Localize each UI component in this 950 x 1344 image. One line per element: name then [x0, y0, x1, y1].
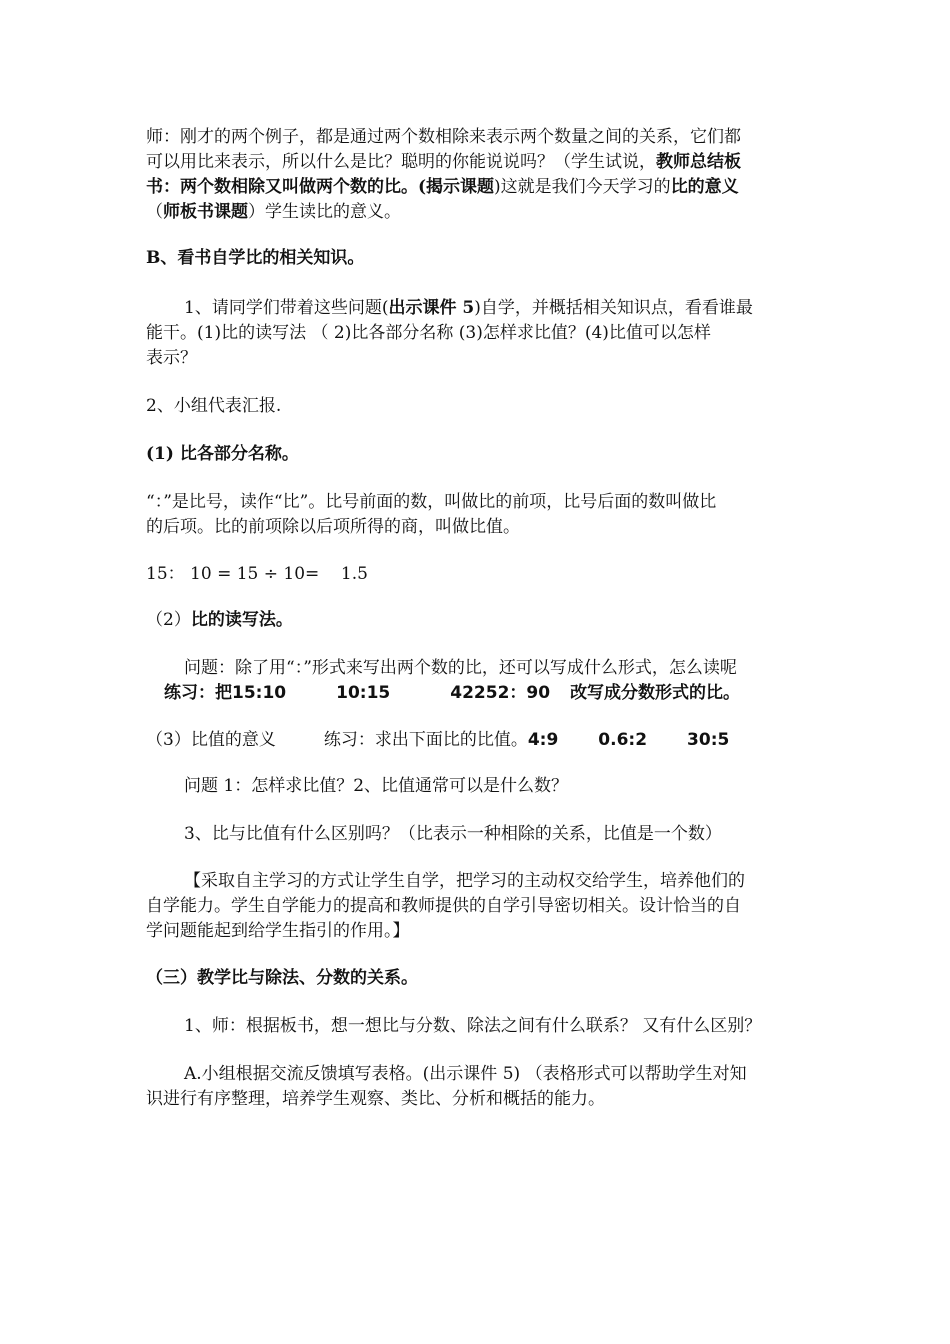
para1-line3	[146, 175, 739, 199]
para1-definition-bold: 书：两个数相除又叫做两个数的比	[146, 177, 401, 197]
para1-paren-l: （	[146, 202, 163, 222]
sub2-heading	[146, 608, 293, 632]
sub3-value2: 0.6:2	[598, 730, 648, 750]
colon-para-line1: “：”是比号，读作“比”。比号前面的数，叫做比的前项，比号后面的数叫做比	[146, 492, 717, 512]
sub1-heading: (1) 比各部分名称。	[146, 444, 299, 464]
teacher-line: 1、师：根据板书，想一想比与分数、除法之间有什么联系？ 又有什么区别？	[184, 1016, 762, 1036]
question2-line: 问题 1：怎样求比值？2、比值通常可以是什么数？	[184, 776, 569, 796]
section3-heading: （三）教学比与除法、分数的关系。	[146, 968, 418, 988]
item1-text-a: 1、请同学们带着这些问题(	[184, 298, 389, 318]
sub3-label: （3）比值的意义	[146, 730, 276, 750]
equation-line: 15： 10 = 15 ÷ 10= 1.5	[146, 564, 368, 584]
item1-line3: 表示？	[146, 348, 197, 368]
para1-board-title: 师板书课题	[163, 202, 248, 222]
itemA-line1: A.小组根据交流反馈填写表格。(出示课件 5) （表格形式可以帮助学生对知	[184, 1064, 747, 1084]
sub3-value1: 4:9	[527, 730, 559, 750]
sub2-title: 比的读写法。	[190, 610, 293, 630]
practice1-line	[164, 681, 740, 705]
itemA-line2: 识进行有序整理，培养学生观察、类比、分析和概括的能力。	[146, 1089, 605, 1109]
item1-line2: 能干。(1)比的读写法 （ 2)比各部分名称 (3)怎样求比值？(4)比值可以怎样	[146, 323, 711, 343]
item2-line: 2、小组代表汇报.	[146, 396, 282, 416]
para1-reveal-title: 揭示课题	[426, 177, 495, 197]
para1-line2	[146, 150, 741, 174]
section-b-heading: B、看书自学比的相关知识。	[146, 248, 365, 268]
para1-paren-open: 。(	[401, 177, 427, 197]
para1-line4-text: ）学生读比的意义。	[248, 202, 401, 222]
practice1-value3: 42252：90	[450, 683, 551, 703]
practice1-tail: 改写成分数形式的比。	[570, 683, 741, 703]
item1-text-c: )自学，并概括相关知识点，看看谁最	[474, 298, 753, 318]
bracket-line3: 学问题能起到给学生指引的作用。】	[146, 921, 410, 941]
bracket-line2: 自学能力。学生自学能力的提高和教师提供的自学引导密切相关。设计恰当的自	[146, 896, 741, 916]
item1-line1	[184, 296, 753, 320]
para1-topic-bold: 比的意义	[670, 177, 739, 197]
item3-line: 3、比与比值有什么区别吗？（比表示一种相除的关系，比值是一个数）	[184, 824, 722, 844]
para1-line2-text: 可以用比来表示，所以什么是比？聪明的你能说说吗？（学生试说，	[146, 152, 656, 172]
sub3-practice: 练习：求出下面比的比值。	[323, 730, 528, 750]
para1-line3-text: )这就是我们今天学习的	[494, 177, 671, 197]
para1-line4	[146, 200, 401, 224]
para1-line1: 师：刚才的两个例子，都是通过两个数相除来表示两个数量之间的关系，它们都	[146, 127, 741, 147]
sub2-number: （2）	[146, 610, 191, 630]
practice1-value1: 15:10	[232, 683, 287, 703]
para1-line2-bold: 教师总结板	[656, 152, 741, 172]
bracket-line1: 【采取自主学习的方式让学生自学，把学习的主动权交给学生，培养他们的	[184, 871, 745, 891]
sub3-line	[146, 728, 729, 752]
question-read-line: 问题：除了用“：”形式来写出两个数的比，还可以写成什么形式，怎么读呢	[184, 658, 737, 678]
sub3-value3: 30:5	[687, 730, 730, 750]
practice1-value2: 10:15	[336, 683, 391, 703]
item1-courseware: 出示课件 5	[388, 298, 475, 318]
colon-para-line2: 的后项。比的前项除以后项所得的商，叫做比值。	[146, 517, 520, 537]
practice1-label: 练习：把	[164, 683, 232, 703]
